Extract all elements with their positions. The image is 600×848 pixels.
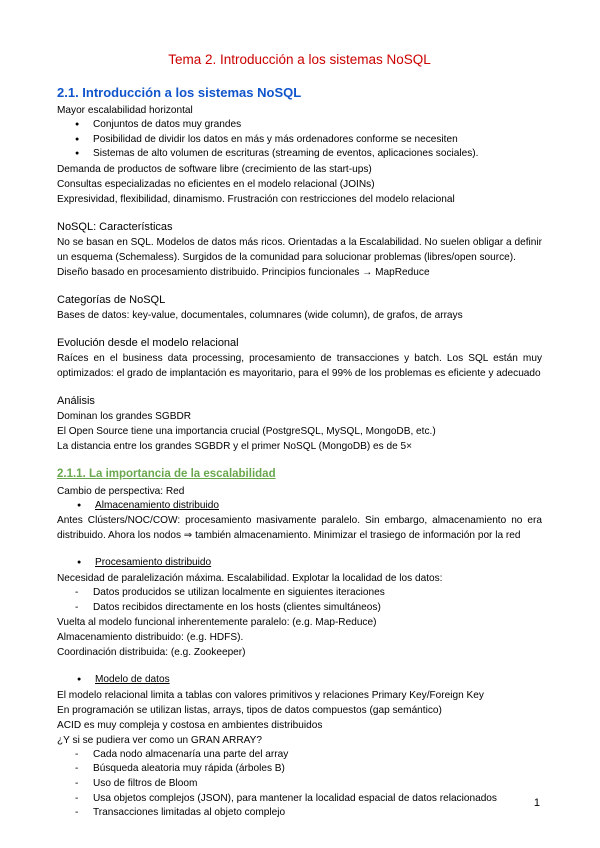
subheading-categorias: Categorías de NoSQL — [57, 293, 166, 306]
paragraph: Almacenamiento distribuido: (e.g. HDFS). — [57, 632, 244, 644]
page-number: 1 — [533, 797, 540, 809]
bullet-list — [57, 556, 542, 571]
paragraph: Vuelta al modelo funcional inherentemente paralelo: (e.g. Map-Reduce) — [57, 617, 377, 629]
paragraph: Cambio de perspectiva: Red — [57, 485, 185, 497]
list-item: ● Procesamiento distribuido — [57, 556, 542, 571]
list-item: ● Posibilidad de dividir los datos en más y más ordenadores conforme se necesiten — [57, 133, 542, 148]
list-item: - Cada nodo almacenaría una parte del array — [57, 748, 542, 763]
paragraph: Antes Clústers/NOC/COW: procesamiento masivamente paralelo. Sin embargo, almacenamiento no era distribuido. Ahora los nodos ⇒ también almacenamiento. Minimizar el trasiego de información por la red — [57, 515, 542, 542]
list-item: ● Conjuntos de datos muy grandes — [57, 118, 542, 133]
paragraph: Necesidad de paralelización máxima. Escalabilidad. Explotar la localidad de los datos: — [57, 572, 443, 584]
list-item: ● Sistemas de alto volumen de escrituras (streaming de eventos, aplicaciones sociales). — [57, 147, 542, 162]
list-item: ● Modelo de datos — [57, 673, 542, 688]
list-item: - Usa objetos complejos (JSON), para mantener la localidad espacial de datos relacionados — [57, 792, 542, 807]
paragraph: Coordinación distribuida: (e.g. Zookeeper) — [57, 647, 246, 659]
paragraph: Dominan los grandes SGBDR — [57, 410, 192, 422]
paragraph: Mayor escalabilidad horizontal — [57, 105, 193, 116]
paragraph: ¿Y si se pudiera ver como un GRAN ARRAY? — [57, 734, 262, 746]
paragraph: La distancia entre los grandes SGBDR y el primer NoSQL (MongoDB) es de 5× — [57, 440, 413, 452]
dash-list — [57, 586, 542, 615]
paragraph: Diseño basado en procesamiento distribuido. Principios funcionales → MapReduce — [57, 266, 430, 278]
paragraph: No se basan en SQL. Modelos de datos más ricos. Orientadas a la Escalabilidad. No suelen obligar a definir un esquema (Schemaless). Surgidos de la comunidad para solucionar problemas (libres/open source). — [57, 236, 542, 263]
paragraph: Expresividad, flexibilidad, dinamismo. Frustración con restricciones del modelo relacional — [57, 193, 455, 205]
list-item: ● Almacenamiento distribuido — [57, 499, 542, 514]
paragraph: El Open Source tiene una importancia crucial (PostgreSQL, MySQL, MongoDB, etc.) — [57, 425, 436, 437]
section-heading-2-1-1: 2.1.1. La importancia de la escalabilidad — [57, 467, 276, 480]
paragraph: El modelo relacional limita a tablas con valores primitivos y relaciones Primary Key/Foreign Key — [57, 689, 484, 701]
paragraph: Consultas especializadas no eficientes en el modelo relacional (JOINs) — [57, 178, 375, 190]
subheading-caracteristicas: NoSQL: Características — [57, 220, 173, 233]
section-heading-2-1: 2.1. Introducción a los sistemas NoSQL — [57, 85, 302, 100]
document-title: Tema 2. Introducción a los sistemas NoSQL — [168, 52, 431, 67]
bullet-list — [57, 499, 542, 514]
paragraph: ACID es muy compleja y costosa en ambientes distribuidos — [57, 719, 323, 731]
paragraph: Demanda de productos de software libre (crecimiento de las start-ups) — [57, 163, 372, 175]
subheading-analisis: Análisis — [57, 394, 95, 407]
bullet-list — [57, 118, 542, 162]
dash-list — [57, 748, 542, 821]
document-page — [57, 52, 542, 821]
list-item: - Búsqueda aleatoria muy rápida (árboles B) — [57, 762, 542, 777]
list-item: - Datos producidos se utilizan localmente en siguientes iteraciones — [57, 586, 542, 601]
list-item: - Datos recibidos directamente en los hosts (clientes simultáneos) — [57, 601, 542, 616]
paragraph: Raíces en el business data processing, procesamiento de transacciones y batch. Los SQL están muy optimizados: el grado de implantación es mayoritario, para el 99% de los problemas es eficiente y adecuado — [57, 352, 542, 379]
paragraph: En programación se utilizan listas, arrays, tipos de datos compuestos (gap semántico) — [57, 704, 442, 716]
list-item: - Transacciones limitadas al objeto complejo — [57, 806, 542, 821]
subheading-evolucion: Evolución desde el modelo relacional — [57, 336, 239, 349]
paragraph: Bases de datos: key-value, documentales, columnares (wide column), de grafos, de arrays — [57, 309, 463, 321]
list-item: - Uso de filtros de Bloom — [57, 777, 542, 792]
bullet-list — [57, 673, 542, 688]
